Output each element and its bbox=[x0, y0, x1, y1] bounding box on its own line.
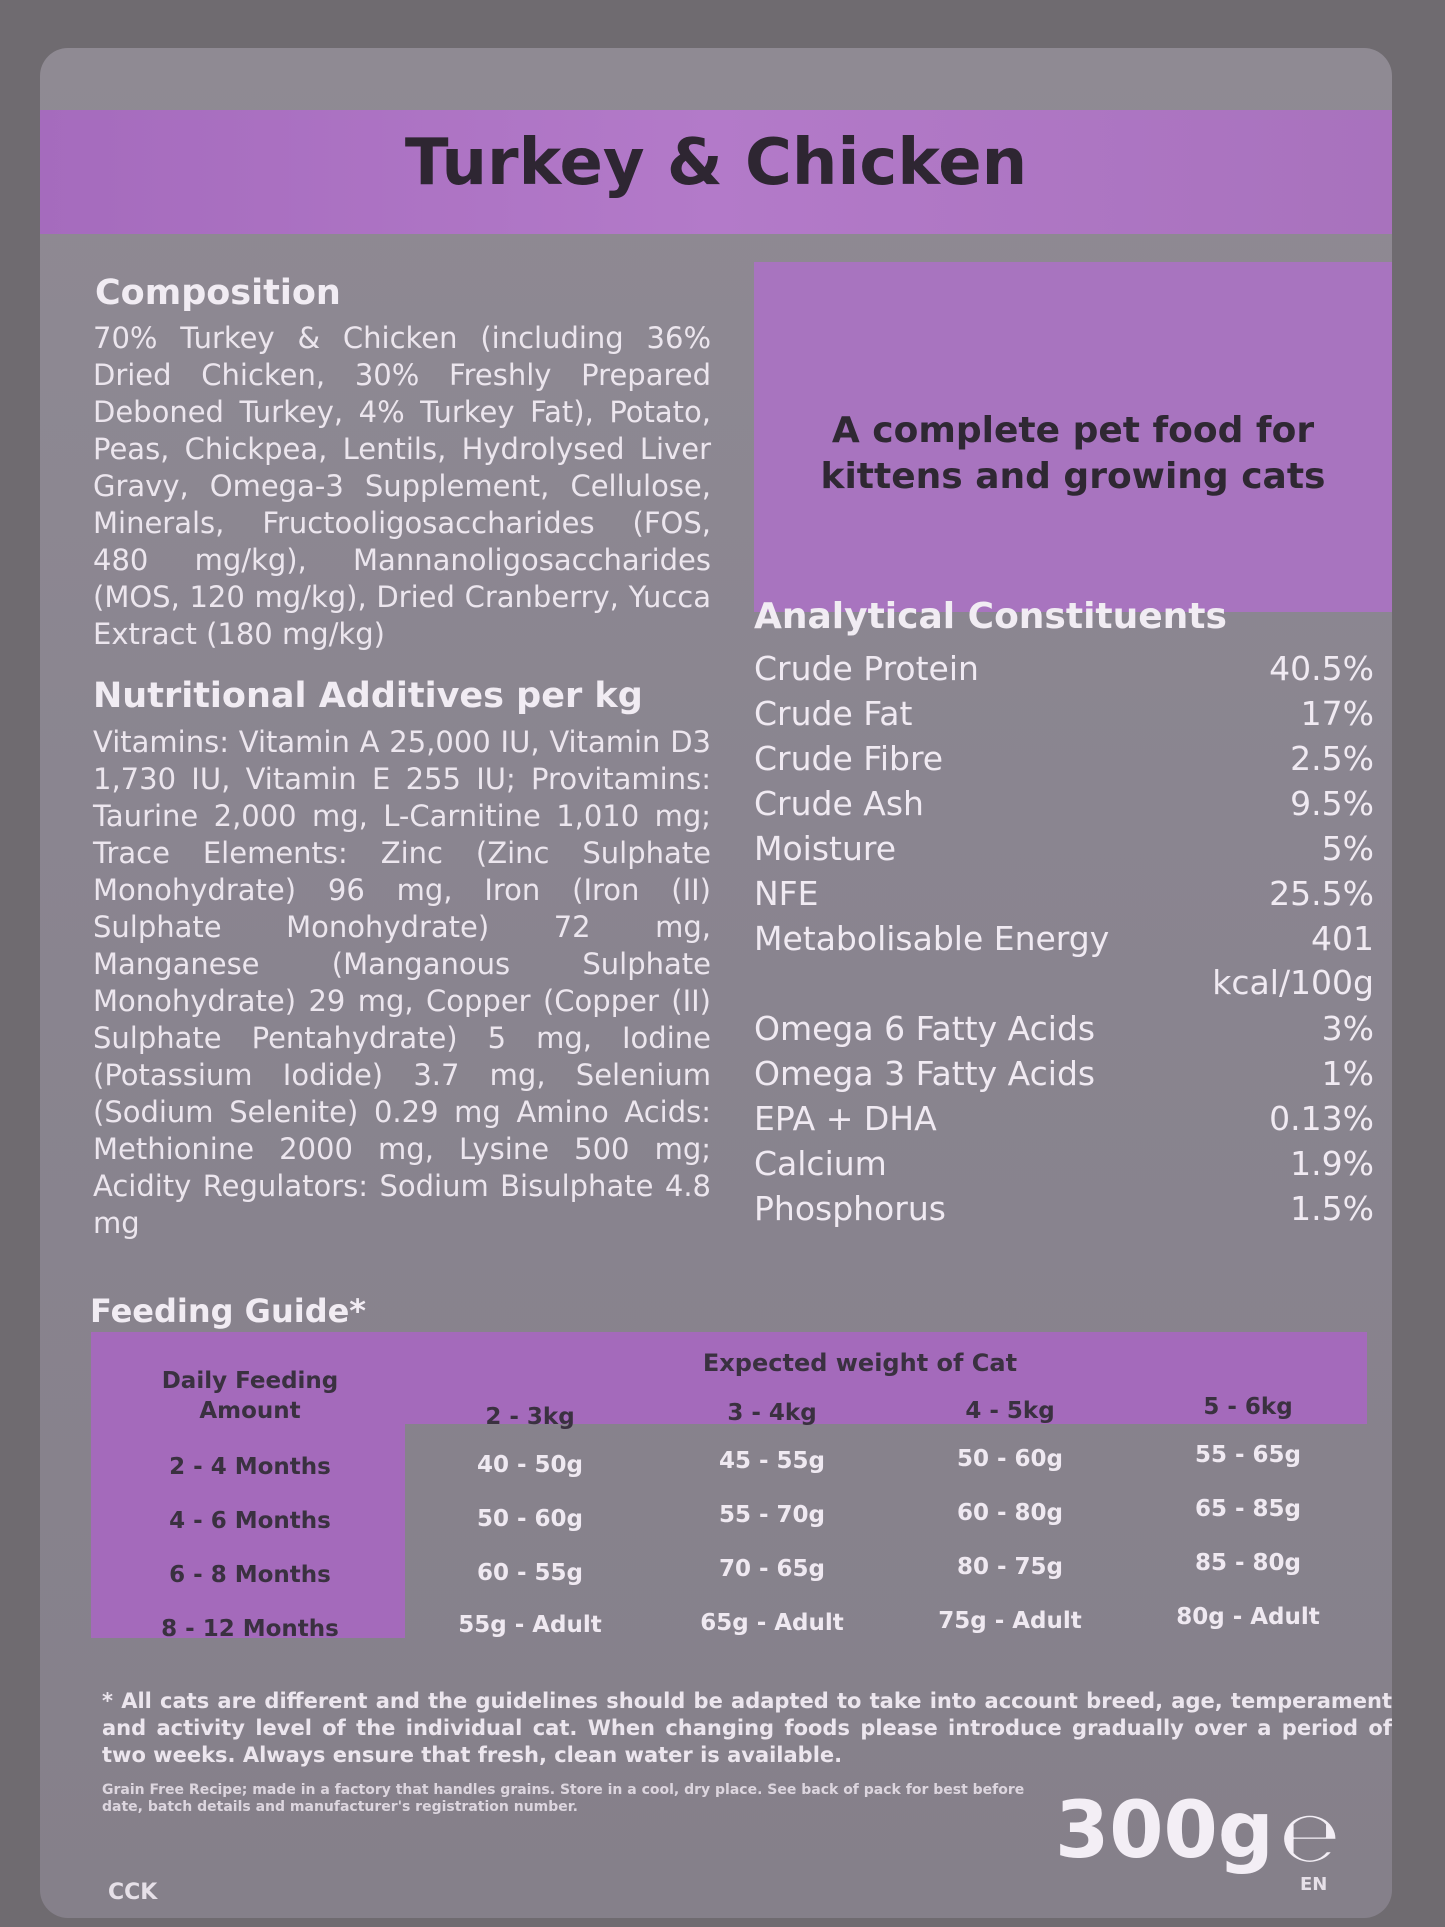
feeding-footnote: * All cats are different and the guidelines should be adapted to take into account breed, age, temperament and activity level of the individual cat. When changing foods please introduce gradually over a period of two weeks. Always ensure that fresh, clean water is available. bbox=[102, 1689, 1392, 1767]
feeding-amount-cell: 50 - 60g bbox=[476, 1506, 584, 1532]
constituent-row bbox=[754, 874, 1374, 918]
constituent-row bbox=[754, 1144, 1374, 1188]
additives-heading: Nutritional Additives per kg bbox=[93, 676, 643, 716]
constituent-name: Omega 3 Fatty Acids bbox=[754, 1054, 1096, 1093]
expected-weight-header: Expected weight of Cat bbox=[702, 1349, 1018, 1377]
analytical-heading: Analytical Constituents bbox=[754, 596, 1227, 637]
constituent-name: Phosphorus bbox=[754, 1189, 946, 1228]
constituent-row bbox=[754, 829, 1374, 873]
constituent-value: 40.5% bbox=[1269, 649, 1374, 688]
constituent-row bbox=[754, 1099, 1374, 1143]
feeding-amount-cell: 65g - Adult bbox=[700, 1610, 844, 1636]
constituent-value: 0.13% bbox=[1269, 1099, 1374, 1138]
constituent-row bbox=[754, 784, 1374, 828]
feeding-amount-cell: 75g - Adult bbox=[938, 1608, 1082, 1634]
age-row-label: 8 - 12 Months bbox=[161, 1616, 339, 1642]
constituent-name: Crude Ash bbox=[754, 784, 924, 823]
storage-note: Grain Free Recipe; made in a factory that handles grains. Store in a cool, dry place. See back of pack for best before date, batch details and manufacturer's registration number. bbox=[102, 1782, 1025, 1815]
promo-line-1: A complete pet food for bbox=[831, 410, 1315, 451]
promo-text bbox=[754, 408, 1392, 500]
constituent-row bbox=[754, 1009, 1374, 1053]
feeding-amount-cell: 40 - 50g bbox=[476, 1452, 584, 1478]
language-code: EN bbox=[1300, 1874, 1328, 1895]
constituent-value: 1.5% bbox=[1290, 1189, 1374, 1228]
feeding-amount-cell: 45 - 55g bbox=[718, 1448, 826, 1474]
constituent-value: 3% bbox=[1321, 1009, 1374, 1048]
constituent-unit: kcal/100g bbox=[1212, 963, 1374, 1002]
feeding-amount-cell: 65 - 85g bbox=[1194, 1496, 1302, 1522]
pack-code: CCK bbox=[108, 1880, 158, 1905]
net-weight: 300g bbox=[1055, 1786, 1274, 1876]
feeding-amount-cell: 70 - 65g bbox=[718, 1556, 826, 1582]
constituent-value: 1.9% bbox=[1290, 1144, 1374, 1183]
composition-heading: Composition bbox=[95, 273, 341, 313]
weight-column-header: 5 - 6kg bbox=[1203, 1394, 1293, 1420]
constituent-name: Crude Fat bbox=[754, 694, 913, 733]
feeding-heading: Feeding Guide* bbox=[90, 1292, 367, 1330]
additives-text: Vitamins: Vitamin A 25,000 IU, Vitamin D3 1,730 IU, Vitamin E 255 IU; Provitamins: Taurine 2,000 mg, L-Carnitine 1,010 mg; Trace Elements: Zinc (Zinc Sulphate Monohydrate) 96 mg, Iron (Iron (II) Sulphate Monohydrate) 72 mg, Manganese (Manganous Sulphate Monohydrate) 29 mg, Copper (Copper (II) Sulphate Pentahydrate) 5 mg, Iodine (Potassium Iodide) 3.7 mg, Selenium (Sodium Selenite) 0.29 mg Amino Acids: Methionine 2000 mg, Lysine 500 mg; Acidity Regulators: Sodium Bisulphate 4.8 mg bbox=[93, 725, 711, 1240]
product-label bbox=[40, 48, 1392, 1918]
constituent-value: 9.5% bbox=[1290, 784, 1374, 823]
constituent-name: Crude Protein bbox=[754, 649, 979, 688]
constituent-value: 1% bbox=[1321, 1054, 1374, 1093]
constituent-row bbox=[754, 694, 1374, 738]
constituent-name: Crude Fibre bbox=[754, 739, 944, 778]
age-row-label: 2 - 4 Months bbox=[169, 1454, 331, 1480]
constituent-row bbox=[754, 1189, 1374, 1233]
feeding-amount-cell: 55 - 70g bbox=[718, 1502, 826, 1528]
feeding-amount-cell: 60 - 55g bbox=[476, 1560, 584, 1586]
feeding-corner-header bbox=[100, 1366, 400, 1426]
feeding-amount-cell: 80 - 75g bbox=[956, 1554, 1064, 1580]
constituent-name: EPA + DHA bbox=[754, 1099, 937, 1138]
feeding-amount-cell: 55 - 65g bbox=[1194, 1442, 1302, 1468]
constituent-name: Moisture bbox=[754, 829, 897, 868]
constituent-name: NFE bbox=[754, 874, 819, 913]
constituent-name: Metabolisable Energy bbox=[754, 919, 1110, 958]
age-row-label: 4 - 6 Months bbox=[169, 1508, 331, 1534]
constituent-name: Omega 6 Fatty Acids bbox=[754, 1009, 1096, 1048]
constituent-value: 5% bbox=[1321, 829, 1374, 868]
constituent-row bbox=[754, 649, 1374, 693]
constituent-row bbox=[754, 1054, 1374, 1098]
feeding-amount-cell: 50 - 60g bbox=[956, 1446, 1064, 1472]
constituent-value: 17% bbox=[1300, 694, 1374, 733]
product-title: Turkey & Chicken bbox=[404, 126, 1028, 200]
feeding-amount-cell: 55g - Adult bbox=[458, 1612, 602, 1638]
constituent-value: 401 bbox=[1311, 919, 1374, 958]
promo-line-2: kittens and growing cats bbox=[820, 456, 1326, 497]
constituent-row bbox=[754, 739, 1374, 783]
corner-line-1: Daily Feeding bbox=[161, 1368, 339, 1394]
corner-line-2: Amount bbox=[199, 1398, 301, 1424]
feeding-amount-cell: 80g - Adult bbox=[1176, 1604, 1320, 1630]
feeding-amount-cell: 60 - 80g bbox=[956, 1500, 1064, 1526]
feeding-amount-cell: 85 - 80g bbox=[1194, 1550, 1302, 1576]
weight-column-header: 4 - 5kg bbox=[965, 1398, 1055, 1424]
constituent-row bbox=[754, 919, 1374, 1007]
weight-column-header: 2 - 3kg bbox=[485, 1404, 575, 1430]
constituent-value: 25.5% bbox=[1269, 874, 1374, 913]
estimated-sign-icon: ℮ bbox=[1280, 1796, 1340, 1878]
constituent-value: 2.5% bbox=[1290, 739, 1374, 778]
constituent-name: Calcium bbox=[754, 1144, 887, 1183]
composition-text: 70% Turkey & Chicken (including 36% Dried Chicken, 30% Freshly Prepared Deboned Turkey, 4% Turkey Fat), Potato, Peas, Chickpea, Lentils, Hydrolysed Liver Gravy, Omega-3 Supplement, Cellulose, Minerals, Fructooligosaccharides (FOS, 480 mg/kg), Mannanoligosaccharides (MOS, 120 mg/kg), Dried Cranberry, Yucca Extract (180 mg/kg) bbox=[93, 321, 711, 651]
weight-column-header: 3 - 4kg bbox=[727, 1400, 817, 1426]
age-row-label: 6 - 8 Months bbox=[169, 1562, 331, 1588]
